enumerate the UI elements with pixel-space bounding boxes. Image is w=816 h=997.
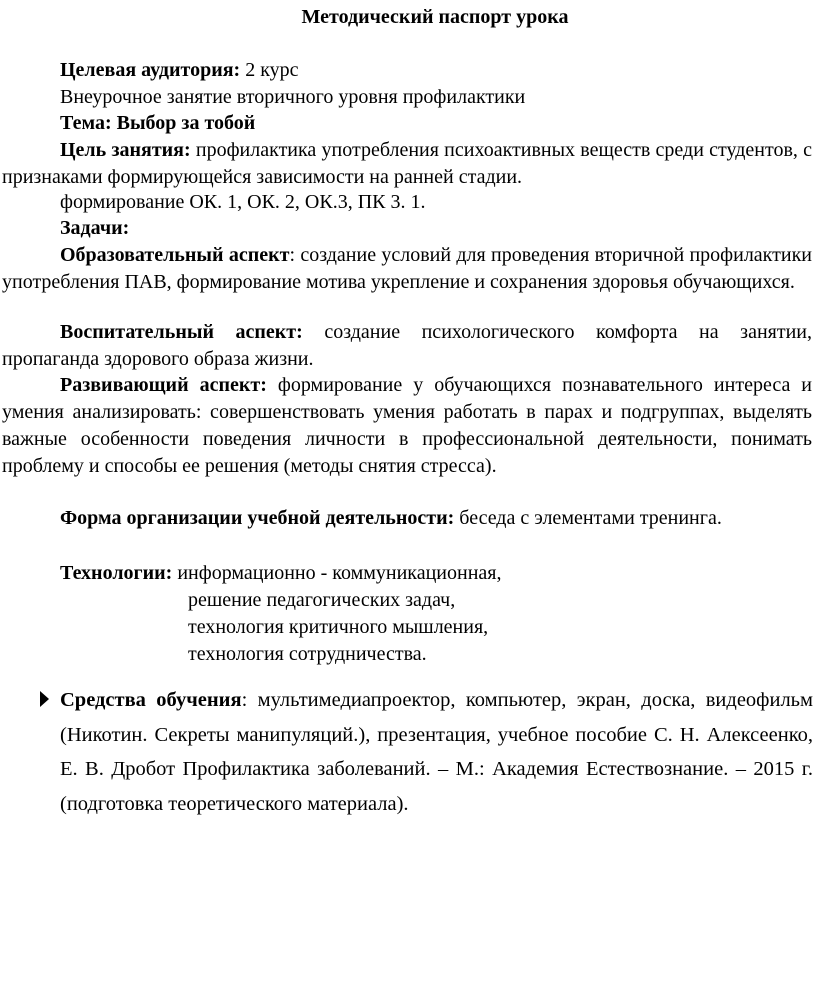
means-label: Средства обучения: [60, 689, 242, 711]
means-paragraph: [60, 683, 813, 821]
educational-label: Образовательный аспект: [60, 244, 290, 266]
goal-text: профилактика употребления психоактивных веществ среди студентов, с признаками формирующейся зависимости на ранней стадии.: [2, 139, 812, 188]
goal-label: Цель занятия:: [60, 139, 191, 161]
technology-item: информационно - коммуникационная,: [177, 562, 502, 584]
extracurricular-paragraph: Внеурочное занятие вторичного уровня профилактики: [60, 86, 526, 108]
topic-paragraph: [2, 110, 812, 137]
audience-paragraph: [2, 57, 812, 84]
educational-text: : создание условий для проведения вторичной профилактики употребления ПАВ, формирование мотива укрепление и сохранения здоровья обучающихся.: [2, 244, 812, 293]
technology-item: технология критичного мышления,: [188, 616, 489, 638]
developing-text: формирование у обучающихся познавательного интереса и умения анализировать: совершенствовать умения работать в парах и подгруппах, выделять важные особенности поведения личности в профессиональной деятельности, понимать проблему и способы ее решения (методы снятия стресса).: [2, 374, 813, 477]
developing-label: Развивающий аспект:: [60, 374, 267, 396]
upbringing-paragraph: [2, 319, 812, 373]
educational-paragraph: [2, 242, 812, 296]
audience-value: 2 курс: [245, 59, 299, 81]
formation-paragraph: формирование ОК. 1, ОК. 2, ОК.3, ПК 3. 1.: [60, 191, 426, 213]
tasks-label: Задачи:: [60, 217, 130, 239]
document-title: Методический паспорт урока: [301, 6, 569, 28]
upbringing-label: Воспитательный аспект:: [60, 321, 303, 343]
arrow-bullet-icon: [40, 691, 49, 707]
technologies-block: [60, 560, 501, 668]
goal-paragraph: [2, 137, 812, 191]
technology-item: технология сотрудничества.: [188, 643, 427, 665]
technology-item: решение педагогических задач,: [188, 589, 456, 611]
audience-label: Целевая аудитория:: [60, 59, 241, 81]
developing-paragraph: [2, 372, 812, 480]
form-text: беседа с элементами тренинга.: [459, 507, 722, 529]
tasks-paragraph: [2, 215, 812, 242]
technologies-label: Технологии:: [60, 562, 173, 584]
form-label: Форма организации учебной деятельности:: [60, 507, 455, 529]
form-paragraph: [2, 505, 812, 532]
means-text: : мультимедиапроектор, компьютер, экран, доска, видеофильм (Никотин. Секреты манипуляций.), презентация, учебное пособие С. Н. Алексеенко, Е. В. Дробот Профилактика заболеваний. – М.: Академия Естествознание. – 2015 г. (подготовка теоретического материала).: [60, 689, 813, 815]
upbringing-text: создание психологического комфорта на занятии, пропаганда здорового образа жизни.: [2, 321, 812, 370]
topic-label: Тема: Выбор за тобой: [60, 112, 256, 134]
